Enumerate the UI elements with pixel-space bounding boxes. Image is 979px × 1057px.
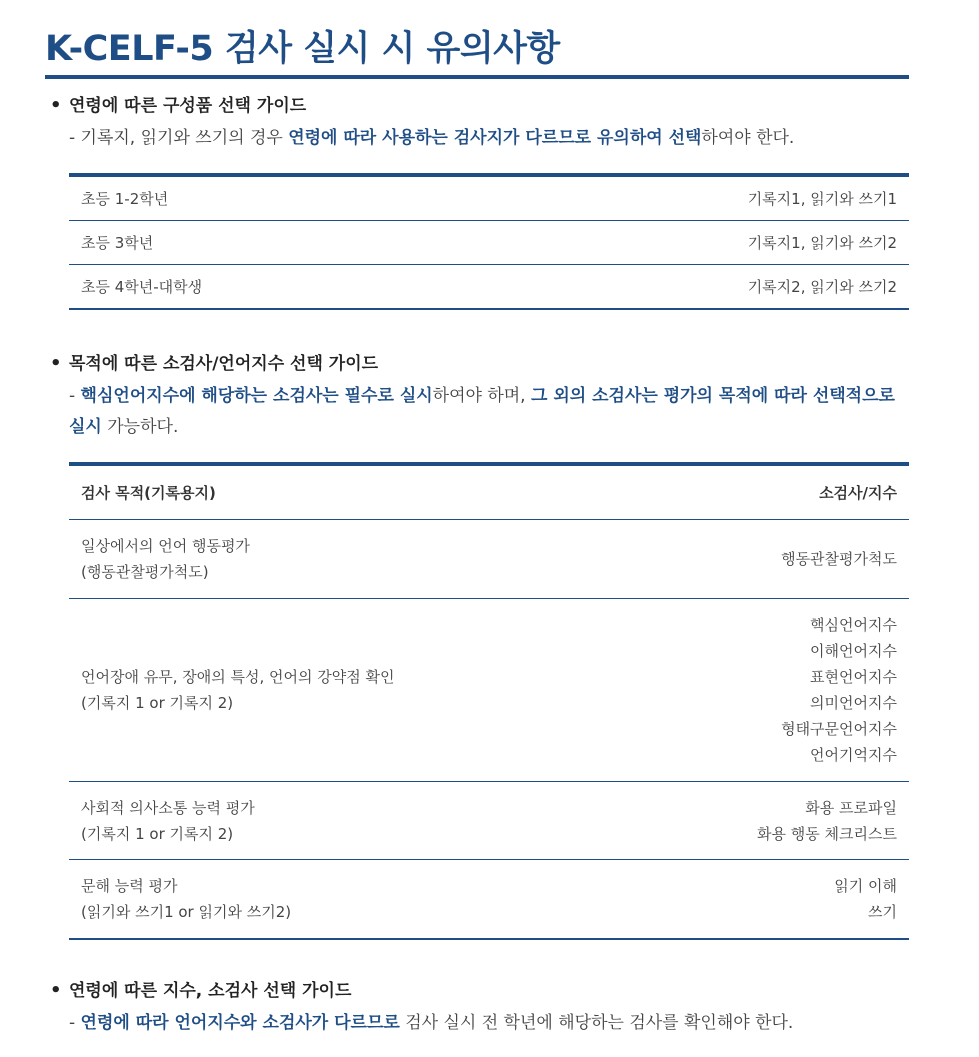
material-cell: 기록지2, 읽기와 쓰기2 (489, 265, 909, 310)
table-row (69, 782, 909, 860)
section1-desc-highlight: 연령에 따라 사용하는 검사지가 다르므로 유의하여 선택 (288, 128, 702, 148)
section2-desc-part-c: 하여야 하며, (432, 386, 531, 406)
table-row (69, 175, 909, 221)
section2-description (69, 381, 904, 443)
section3-desc-part-a: - (69, 1013, 81, 1033)
purpose-cell (69, 782, 489, 860)
subtest-line: 쓰기 (868, 903, 897, 921)
subtest-line: 형태구문언어지수 (781, 720, 897, 738)
subtest-line: 이해언어지수 (810, 642, 897, 660)
purpose-line: (행동관찰평가척도) (81, 563, 209, 581)
bullet-icon: • (50, 353, 62, 374)
section3-heading (50, 979, 351, 1003)
subtest-line: 언어기억지수 (810, 746, 897, 764)
section3-desc-part-c: 검사 실시 전 학년에 해당하는 검사를 확인해야 한다. (399, 1013, 794, 1033)
subtest-line: 화용 프로파일 (805, 798, 897, 817)
grade-cell: 초등 3학년 (69, 221, 489, 265)
subtest-line: 표현언어지수 (810, 668, 897, 686)
purpose-line: 언어장애 유무, 장애의 특성, 언어의 강약점 확인 (81, 668, 395, 686)
section3-heading-text: 연령에 따른 지수, 소검사 선택 가이드 (69, 981, 352, 1001)
bullet-icon: • (50, 95, 62, 116)
section2-desc-highlight-2: 그 외의 소검사는 평가의 목적에 따라 선택적으로 실시 (69, 386, 895, 437)
purpose-cell (69, 520, 489, 599)
section3-description (69, 1008, 914, 1039)
purpose-line: 사회적 의사소통 능력 평가 (81, 798, 255, 817)
section2-heading (50, 352, 378, 376)
purpose-cell (69, 599, 489, 782)
subtest-cell (489, 860, 909, 940)
table-row (69, 265, 909, 310)
table-row (69, 860, 909, 940)
section1-description (69, 123, 914, 154)
table-row (69, 599, 909, 782)
table-row (69, 520, 909, 599)
subtest-header: 소검사/지수 (489, 464, 909, 520)
purpose-subtest-table (69, 462, 909, 940)
section3-desc-highlight: 연령에 따라 언어지수와 소검사가 다르므로 (80, 1013, 400, 1033)
purpose-line: 문해 능력 평가 (81, 877, 178, 895)
subtest-line: 행동관찰평가척도 (781, 550, 897, 568)
table-row (69, 221, 909, 265)
purpose-line: (기록지 1 or 기록지 2) (81, 694, 234, 712)
purpose-line: (읽기와 쓰기1 or 읽기와 쓰기2) (81, 903, 292, 921)
section2-desc-part-e: 가능하다. (101, 417, 179, 437)
subtest-line: 화용 행동 체크리스트 (757, 824, 897, 843)
section1-desc-part-c: 하여야 한다. (701, 128, 795, 148)
bullet-icon: • (50, 980, 62, 1001)
subtest-line: 의미언어지수 (810, 694, 897, 712)
section1-heading (50, 94, 306, 118)
subtest-cell (489, 599, 909, 782)
section2-heading-text: 목적에 따른 소검사/언어지수 선택 가이드 (69, 354, 379, 374)
subtest-line: 핵심언어지수 (810, 616, 897, 634)
grade-cell: 초등 1-2학년 (81, 189, 169, 208)
material-cell: 기록지1, 읽기와 쓰기2 (489, 221, 909, 265)
subtest-cell (489, 520, 909, 599)
material-cell: 기록지1, 읽기와 쓰기1 (747, 189, 897, 208)
purpose-header: 검사 목적(기록용지) (69, 464, 489, 520)
purpose-cell (69, 860, 489, 940)
section2-desc-part-a: - (69, 386, 81, 406)
subtest-cell (489, 782, 909, 860)
grade-cell: 초등 4학년-대학생 (69, 265, 489, 310)
section1-heading-text: 연령에 따른 구성품 선택 가이드 (69, 96, 307, 116)
title-underline (45, 75, 909, 79)
grade-material-table (69, 173, 909, 310)
page-title: K-CELF-5 검사 실시 시 유의사항 (45, 29, 560, 69)
subtest-line: 읽기 이해 (834, 877, 897, 895)
section1-desc-part-a: - 기록지, 읽기와 쓰기의 경우 (69, 128, 289, 148)
section2-desc-highlight-1: 핵심언어지수에 해당하는 소검사는 필수로 실시 (80, 386, 433, 406)
purpose-line: (기록지 1 or 기록지 2) (81, 824, 234, 843)
purpose-line: 일상에서의 언어 행동평가 (81, 537, 250, 555)
